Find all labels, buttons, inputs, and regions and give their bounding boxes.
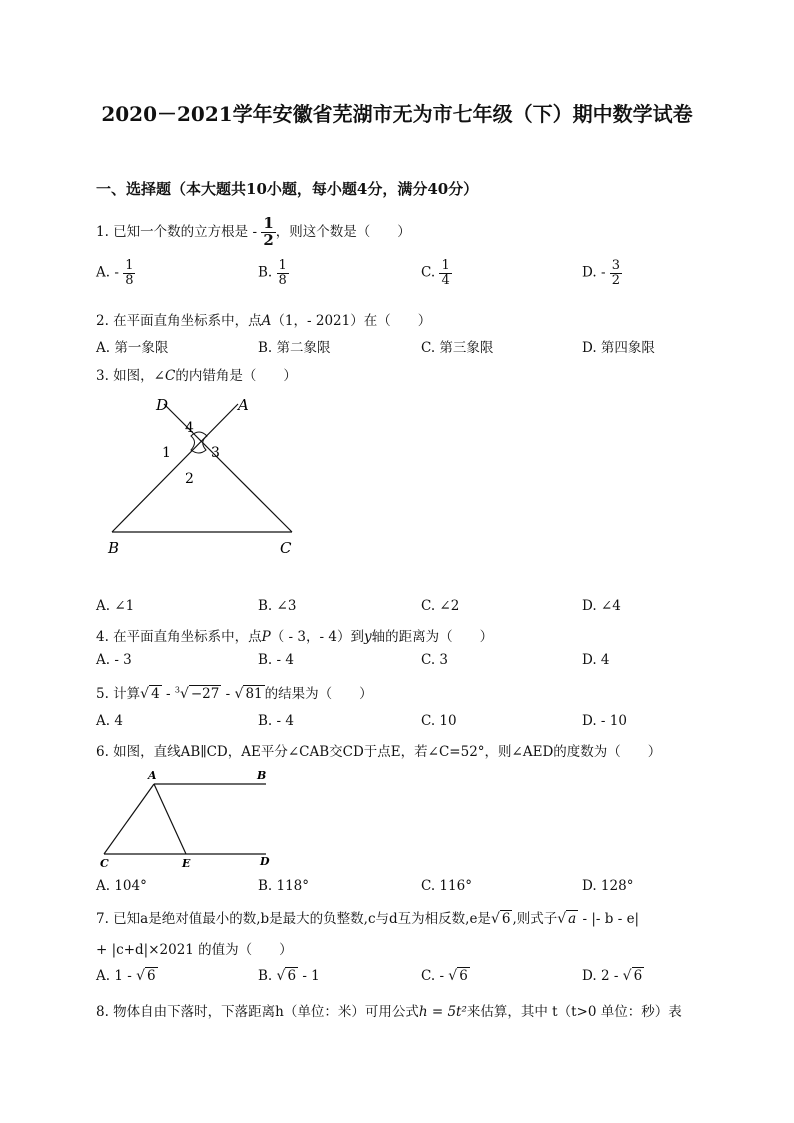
- q7-option-c[interactable]: C. - √ 6: [421, 968, 468, 984]
- question-3: 3. 如图，∠C的内错角是（ ）: [96, 368, 297, 384]
- q1-fraction: $\frac{1}{2}$: [263, 214, 274, 249]
- q7-option-d[interactable]: D. 2 - √ 6: [582, 968, 643, 984]
- q3-option-b[interactable]: B. ∠3: [258, 598, 297, 614]
- question-8: 8. 物体自由下落时，下落距离h（单位：米）可用公式h = 5t²来估算，其中 t（t>0 单位：秒）表: [96, 1004, 682, 1020]
- q6-label-a: A: [148, 769, 157, 782]
- q7-option-b[interactable]: B. √ 6 - 1: [258, 968, 320, 984]
- q3-label-2: 2: [185, 471, 194, 487]
- section-heading: 一、选择题（本大题共10小题，每小题4分，满分40分）: [96, 180, 479, 198]
- q3-option-a[interactable]: A. ∠1: [96, 598, 135, 614]
- q3-line-ba: [112, 404, 238, 532]
- q3-label-a: A: [238, 396, 249, 414]
- q3-option-d[interactable]: D. ∠4: [582, 598, 621, 614]
- q5-option-b[interactable]: B. - 4: [258, 713, 294, 729]
- question-7-line-1: 7. 已知a是绝对值最小的数,b是最大的负整数,c与d互为相反数,e是√ 6 ,则式子√ a - |- b - e|: [96, 911, 640, 927]
- q6-option-d[interactable]: D. 128°: [582, 878, 634, 894]
- q3-label-1: 1: [162, 445, 171, 461]
- question-2: 2. 在平面直角坐标系中，点A（1，- 2021）在（ ）: [96, 313, 432, 329]
- q5-option-c[interactable]: C. 10: [421, 713, 457, 729]
- q2-option-a[interactable]: A. 第一象限: [96, 340, 169, 356]
- q6-line-ac: [104, 784, 154, 854]
- q6-label-d: D: [260, 855, 270, 868]
- q6-label-b: B: [257, 769, 267, 782]
- q1-option-b[interactable]: B. $\frac{1}{8}$: [258, 258, 287, 288]
- q1-suffix: ，则这个数是（ ）: [275, 223, 411, 240]
- q3-option-c[interactable]: C. ∠2: [421, 598, 460, 614]
- q6-label-e: E: [182, 857, 191, 870]
- q6-label-c: C: [100, 857, 109, 870]
- q1-option-c[interactable]: C. $\frac{1}{4}$: [421, 258, 450, 288]
- question-5: 5. 计算√ 4 - $^3$√ −27 - √ 81 的结果为（ ）: [96, 685, 373, 702]
- q6-option-c[interactable]: C. 116°: [421, 878, 472, 894]
- q4-option-b[interactable]: B. - 4: [258, 652, 294, 668]
- q2-option-b[interactable]: B. 第二象限: [258, 340, 331, 356]
- q5-option-d[interactable]: D. - 10: [582, 713, 627, 729]
- q1-prefix: 1. 已知一个数的立方根是 -: [96, 223, 262, 240]
- q3-label-b: B: [108, 539, 120, 557]
- q3-line-cd: [164, 404, 292, 532]
- q4-option-d[interactable]: D. 4: [582, 652, 610, 668]
- q2-option-d[interactable]: D. 第四象限: [582, 340, 655, 356]
- question-6: 6. 如图，直线AB∥CD，AE平分∠CAB交CD于点E，若∠C=52°，则∠AED的度数为（ ）: [96, 744, 662, 760]
- q3-label-3: 3: [211, 445, 220, 461]
- q6-figure: [96, 764, 286, 872]
- q4-option-c[interactable]: C. 3: [421, 652, 449, 668]
- question-7-line-2: + |c+d|×2021 的值为（ ）: [96, 942, 293, 958]
- q1-option-a[interactable]: A. - $\frac{1}{8}$: [96, 258, 134, 288]
- q6-option-b[interactable]: B. 118°: [258, 878, 310, 894]
- q7-option-a[interactable]: A. 1 - √ 6: [96, 968, 156, 984]
- question-1: [96, 216, 411, 249]
- q5-option-a[interactable]: A. 4: [96, 713, 123, 729]
- q1-option-d[interactable]: D. - $\frac{3}{2}$: [582, 258, 621, 288]
- q6-option-a[interactable]: A. 104°: [96, 878, 147, 894]
- q3-figure: [96, 392, 316, 564]
- q3-label-d: D: [156, 396, 169, 414]
- question-4: 4. 在平面直角坐标系中，点P（ - 3，- 4）到y轴的距离为（ ）: [96, 629, 494, 645]
- q3-label-c: C: [280, 539, 292, 557]
- page-title: 2020－2021学年安徽省芜湖市无为市七年级（下）期中数学试卷: [101, 102, 693, 126]
- q2-option-c[interactable]: C. 第三象限: [421, 340, 494, 356]
- q6-line-ae: [154, 784, 186, 854]
- q4-option-a[interactable]: A. - 3: [96, 652, 132, 668]
- q3-label-4: 4: [185, 420, 194, 436]
